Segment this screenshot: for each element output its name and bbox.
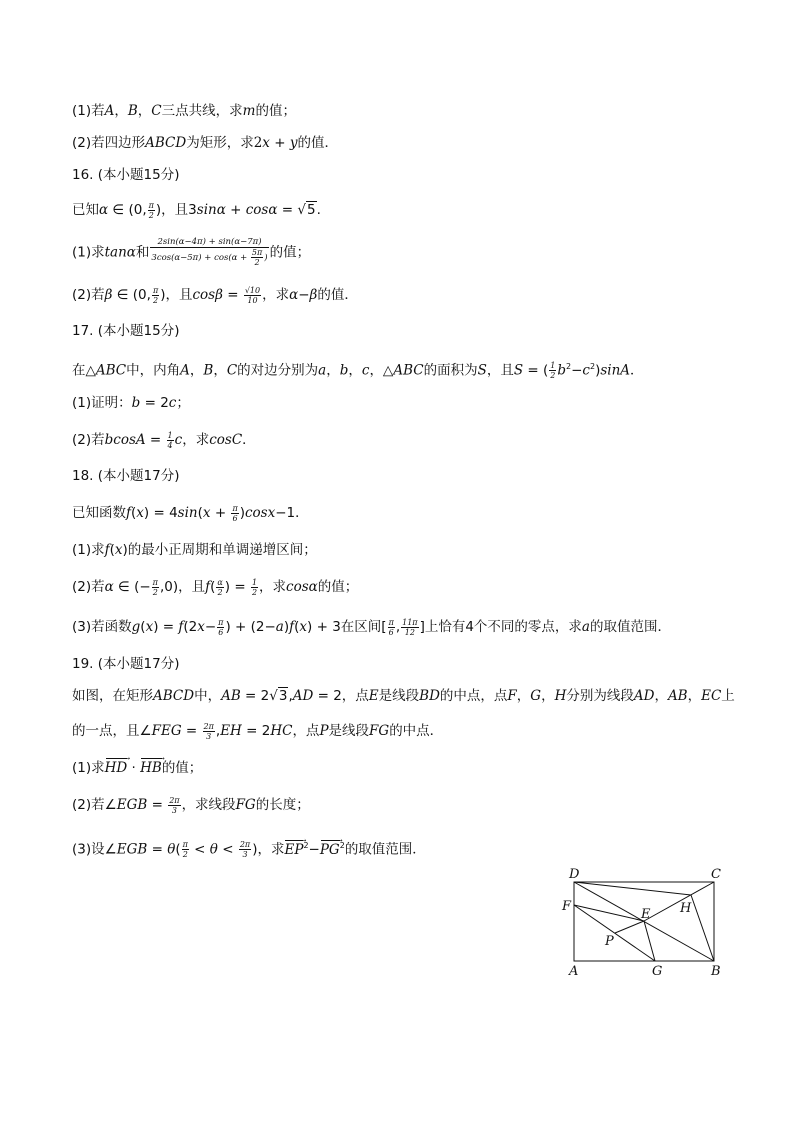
q17-stem: 在△ABC中，内角A，B，C的对边分别为a，b，c，△ABC的面积为S，且S = ( $\frac{1}{2}$ $b^2-c^2)\sin A$． <box>72 361 644 380</box>
q18-part1: (1)求f(x)的最小正周期和单调递增区间； <box>72 542 317 558</box>
q15-part1: (1)若A，B，C三点共线，求m的值； <box>72 103 296 119</box>
rectangle-geometry-figure <box>555 862 735 982</box>
q16-stem: 已知α ∈ (0, $\frac{\pi}{2}$ )，且3sinα + cosα = √5. <box>72 200 321 220</box>
q16-part1: (1)求tanα和 2sin(α−4π) + sin(α−7π) 3cos(α−5π) + cos(α + $\frac{5\pi}{2}$ ) 的值； <box>72 237 311 267</box>
label-C: C <box>711 867 721 882</box>
q19-part3: (3)设∠EGB = θ( $\frac{\pi}{2}$ < θ < $\frac{2\pi}{3}$ )，求EP →$^2$−PG →$^2$的取值范围． <box>72 836 426 860</box>
segment-fe <box>574 905 644 921</box>
q18-header: 18. (本小题17分) <box>72 468 180 484</box>
segment-ce <box>644 882 714 921</box>
q17-part1: (1)证明：b = 2c； <box>72 395 190 411</box>
label-D: D <box>569 867 580 882</box>
label-F: F <box>562 899 572 914</box>
label-A: A <box>569 964 579 979</box>
q18-stem: 已知函数f(x) = 4sin(x + $\frac{\pi}{6}$ )cosx−1． <box>72 503 309 523</box>
q18-part3: (3)若函数g(x) = f(2x− $\frac{\pi}{6}$ ) + (2−a)f(x) + 3在区间[ $\frac{\pi}{6}$ , $\frac{11\pi}{12}$ ]上恰有4个不同的零点，求a的取值范围． <box>72 617 671 637</box>
q19-part2: (2)若∠EGB = $\frac{2\pi}{3}$ ，求线段FG的长度； <box>72 795 310 815</box>
label-E: E <box>641 907 651 922</box>
label-H: H <box>680 901 692 916</box>
segment-hd <box>574 882 691 895</box>
q18-part2: (2)若α ∈ (− $\frac{\pi}{2}$ ,0)，且f( $\frac{\alpha}{2}$ ) = $\frac{1}{2}$ ，求cosα的值； <box>72 577 359 597</box>
label-P: P <box>605 934 614 949</box>
segment-ep <box>615 921 644 933</box>
segment-hb <box>691 895 714 961</box>
q19-stem-line1: 如图，在矩形ABCD中，AB = 2√3,AD = 2，点E是线段BD的中点，点F，G，H分别为线段AD，AB，EC上 <box>72 688 735 704</box>
q16-header: 16. (本小题15分) <box>72 167 180 183</box>
q19-stem-line2: 的一点，且∠FEG = $\frac{2\pi}{3}$ ,EH = 2HC，点P是线段FG的中点． <box>72 721 444 741</box>
label-G: G <box>652 964 663 979</box>
q15-part2: (2)若四边形ABCD为矩形，求2x + y的值． <box>72 135 338 151</box>
q17-header: 17. (本小题15分) <box>72 323 180 339</box>
label-B: B <box>711 964 721 979</box>
q19-header: 19. (本小题17分) <box>72 656 180 672</box>
q16-part2: (2)若β ∈ (0, $\frac{\pi}{2}$ )，且cosβ = $\frac{√10}{10}$ ，求α−β的值． <box>72 285 358 305</box>
q17-part2: (2)若bcosA = $\frac{1}{4}$ c，求cosC． <box>72 430 256 450</box>
q19-part1: (1)求HD → · HB →的值； <box>72 758 202 778</box>
